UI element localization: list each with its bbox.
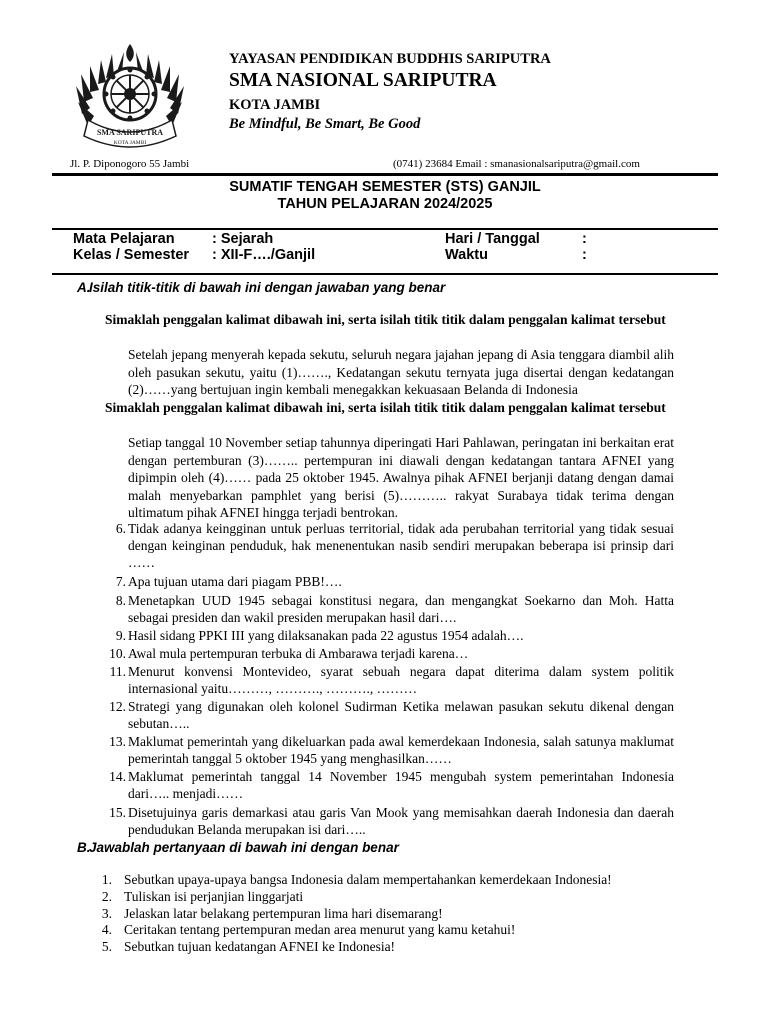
question-text: Menurut konvensi Montevideo, syarat sebuah negara dapat diterima dalam system politik internasional yaitu………, ………., ………., ……… (128, 664, 674, 696)
date-label: Hari / Tanggal (445, 231, 540, 247)
school-contact: (0741) 23684 Email : smanasionalsariputra@gmail.com (393, 158, 640, 170)
question-number: 14. (109, 769, 126, 784)
instruction-1: Simaklah penggalan kalimat dibawah ini, serta isilah titik titik dalam penggalan kalimat tersebut (105, 312, 666, 327)
date-value: : (582, 231, 587, 247)
essay-text: Sebutkan upaya-upaya bangsa Indonesia dalam mempertahankan kemerdekaan Indonesia! (124, 872, 612, 887)
school-logo (72, 40, 188, 150)
svg-text:SMA SARIPUTRA: SMA SARIPUTRA (96, 128, 164, 137)
header-divider (52, 173, 718, 176)
passage-1: Setelah jepang menyerah kepada sekutu, seluruh negara jajahan jepang di Asia tenggara diambil alih oleh pasukan sekutu, yaitu (1)……., Kedatangan sekutu ternyata juga disertai dengan kedatangan (2)……yang bertujuan ingin kembali menegakkan kekuasaan Belanda di Indonesia (128, 347, 674, 398)
question-text: Apa tujuan utama dari piagam PBB!…. (128, 574, 342, 589)
essay-text: Sebutkan tujuan kedatangan AFNEI ke Indonesia! (124, 939, 396, 954)
question-number: 8. (115, 593, 126, 608)
subject-value: : Sejarah (212, 231, 274, 247)
title-divider (52, 228, 718, 230)
essay-text: Tuliskan isi perjanjian linggarjati (124, 889, 304, 904)
section-b-title: Jawablah pertanyaan di bawah ini dengan benar (89, 840, 399, 855)
section-b-letter: B. (77, 840, 91, 855)
question-number: 9. (115, 628, 126, 643)
question-number: 13. (109, 734, 126, 749)
question-number: 15. (109, 805, 126, 820)
info-divider (52, 273, 718, 275)
school-address: Jl. P. Diponogoro 55 Jambi (70, 158, 190, 170)
question-number: 7. (115, 574, 126, 589)
question-text: Disetujuinya garis demarkasi atau garis Van Mook yang memisahkan daerah Indonesia dan daerah pendudukan Belanda merupakan isi dari….. (128, 805, 674, 837)
dharma-wheel-emblem-icon (72, 40, 188, 150)
time-value: : (582, 247, 587, 263)
subject-label: Mata Pelajaran (73, 231, 175, 247)
school-motto: Be Mindful, Be Smart, Be Good (229, 116, 421, 132)
school-city: KOTA JAMBI (229, 97, 321, 113)
passage-2: Setiap tanggal 10 November setiap tahunnya diperingati Hari Pahlawan, peringatan ini berkaitan erat dengan pertemburan (3)…….. pertempuran ini diawali dengan kedatangan tantara AFNEI yang dipimpin oleh (4)…… pada 25 oktober 1945. Awalnya pihak AFNEI berjanji datang dengan damai malah menyebarkan pamphlet yang berisi (5)……….. rakyat Surabaya tidak terima dengan ultimatum pihak AFNEI hingga terjadi bentrokan. (128, 435, 674, 521)
class-label: Kelas / Semester (73, 247, 190, 263)
essay-number: 2. (101, 889, 112, 904)
question-number: 10. (109, 646, 126, 661)
essay-number: 3. (101, 906, 112, 921)
essay-text: Ceritakan tentang pertempuran medan area menurut yang kamu ketahui! (124, 922, 516, 937)
question-text: Hasil sidang PPKI III yang dilaksanakan pada 22 agustus 1954 adalah…. (128, 628, 524, 643)
foundation-name: YAYASAN PENDIDIKAN BUDDHIS SARIPUTRA (229, 51, 551, 67)
question-number: 6. (115, 521, 126, 536)
essay-text: Jelaskan latar belakang pertempuran lima hari disemarang! (124, 906, 443, 921)
question-text: Strategi yang digunakan oleh kolonel Sudirman Ketika melawan pasukan sekutu dikenal dengan sebutan….. (128, 699, 674, 731)
question-number: 11. (109, 664, 126, 679)
instruction-2: Simaklah penggalan kalimat dibawah ini, serta isilah titik titik dalam penggalan kalimat tersebut (105, 400, 666, 415)
question-text: Maklumat pemerintah yang dikeluarkan pada awal kemerdekaan Indonesia, salah satunya maklumat pemerintah tanggal 5 oktober 1945 yang menghasilkan…… (128, 734, 674, 766)
class-value: : XII-F…./Ganjil (212, 247, 316, 263)
question-number: 12. (109, 699, 126, 714)
exam-year: TAHUN PELAJARAN 2024/2025 (277, 196, 493, 212)
school-name: SMA NASIONAL SARIPUTRA (229, 70, 497, 91)
essay-number: 1. (101, 872, 112, 887)
question-text: Awal mula pertempuran terbuka di Ambarawa terjadi karena… (128, 646, 469, 661)
section-a-title: Isilah titik-titik di bawah ini dengan jawaban yang benar (89, 280, 446, 295)
section-a-letter: A. (77, 280, 91, 295)
time-label: Waktu (445, 247, 488, 263)
essay-number: 5. (101, 939, 112, 954)
question-text: Maklumat pemerintah tanggal 14 November 1945 mengubah system pemerintahan Indonesia dari….. menjadi…… (128, 769, 674, 801)
essay-number: 4. (101, 922, 112, 937)
question-text: Tidak adanya keingginan untuk perluas territorial, tidak ada perubahan territorial yang tidak sesuai dengan keinginan penduduk, hak menenentukan nasib sendiri merupakan beberapa isi prinsip dari …… (128, 521, 674, 570)
question-text: Menetapkan UUD 1945 sebagai konstitusi negara, dan mengangkat Soekarno dan Moh. Hatta sebagai presiden dan wakil presiden merupakan hasil dari…. (128, 593, 674, 625)
svg-text:KOTA JAMBI: KOTA JAMBI (113, 140, 147, 146)
exam-title: SUMATIF TENGAH SEMESTER (STS) GANJIL (229, 179, 541, 195)
